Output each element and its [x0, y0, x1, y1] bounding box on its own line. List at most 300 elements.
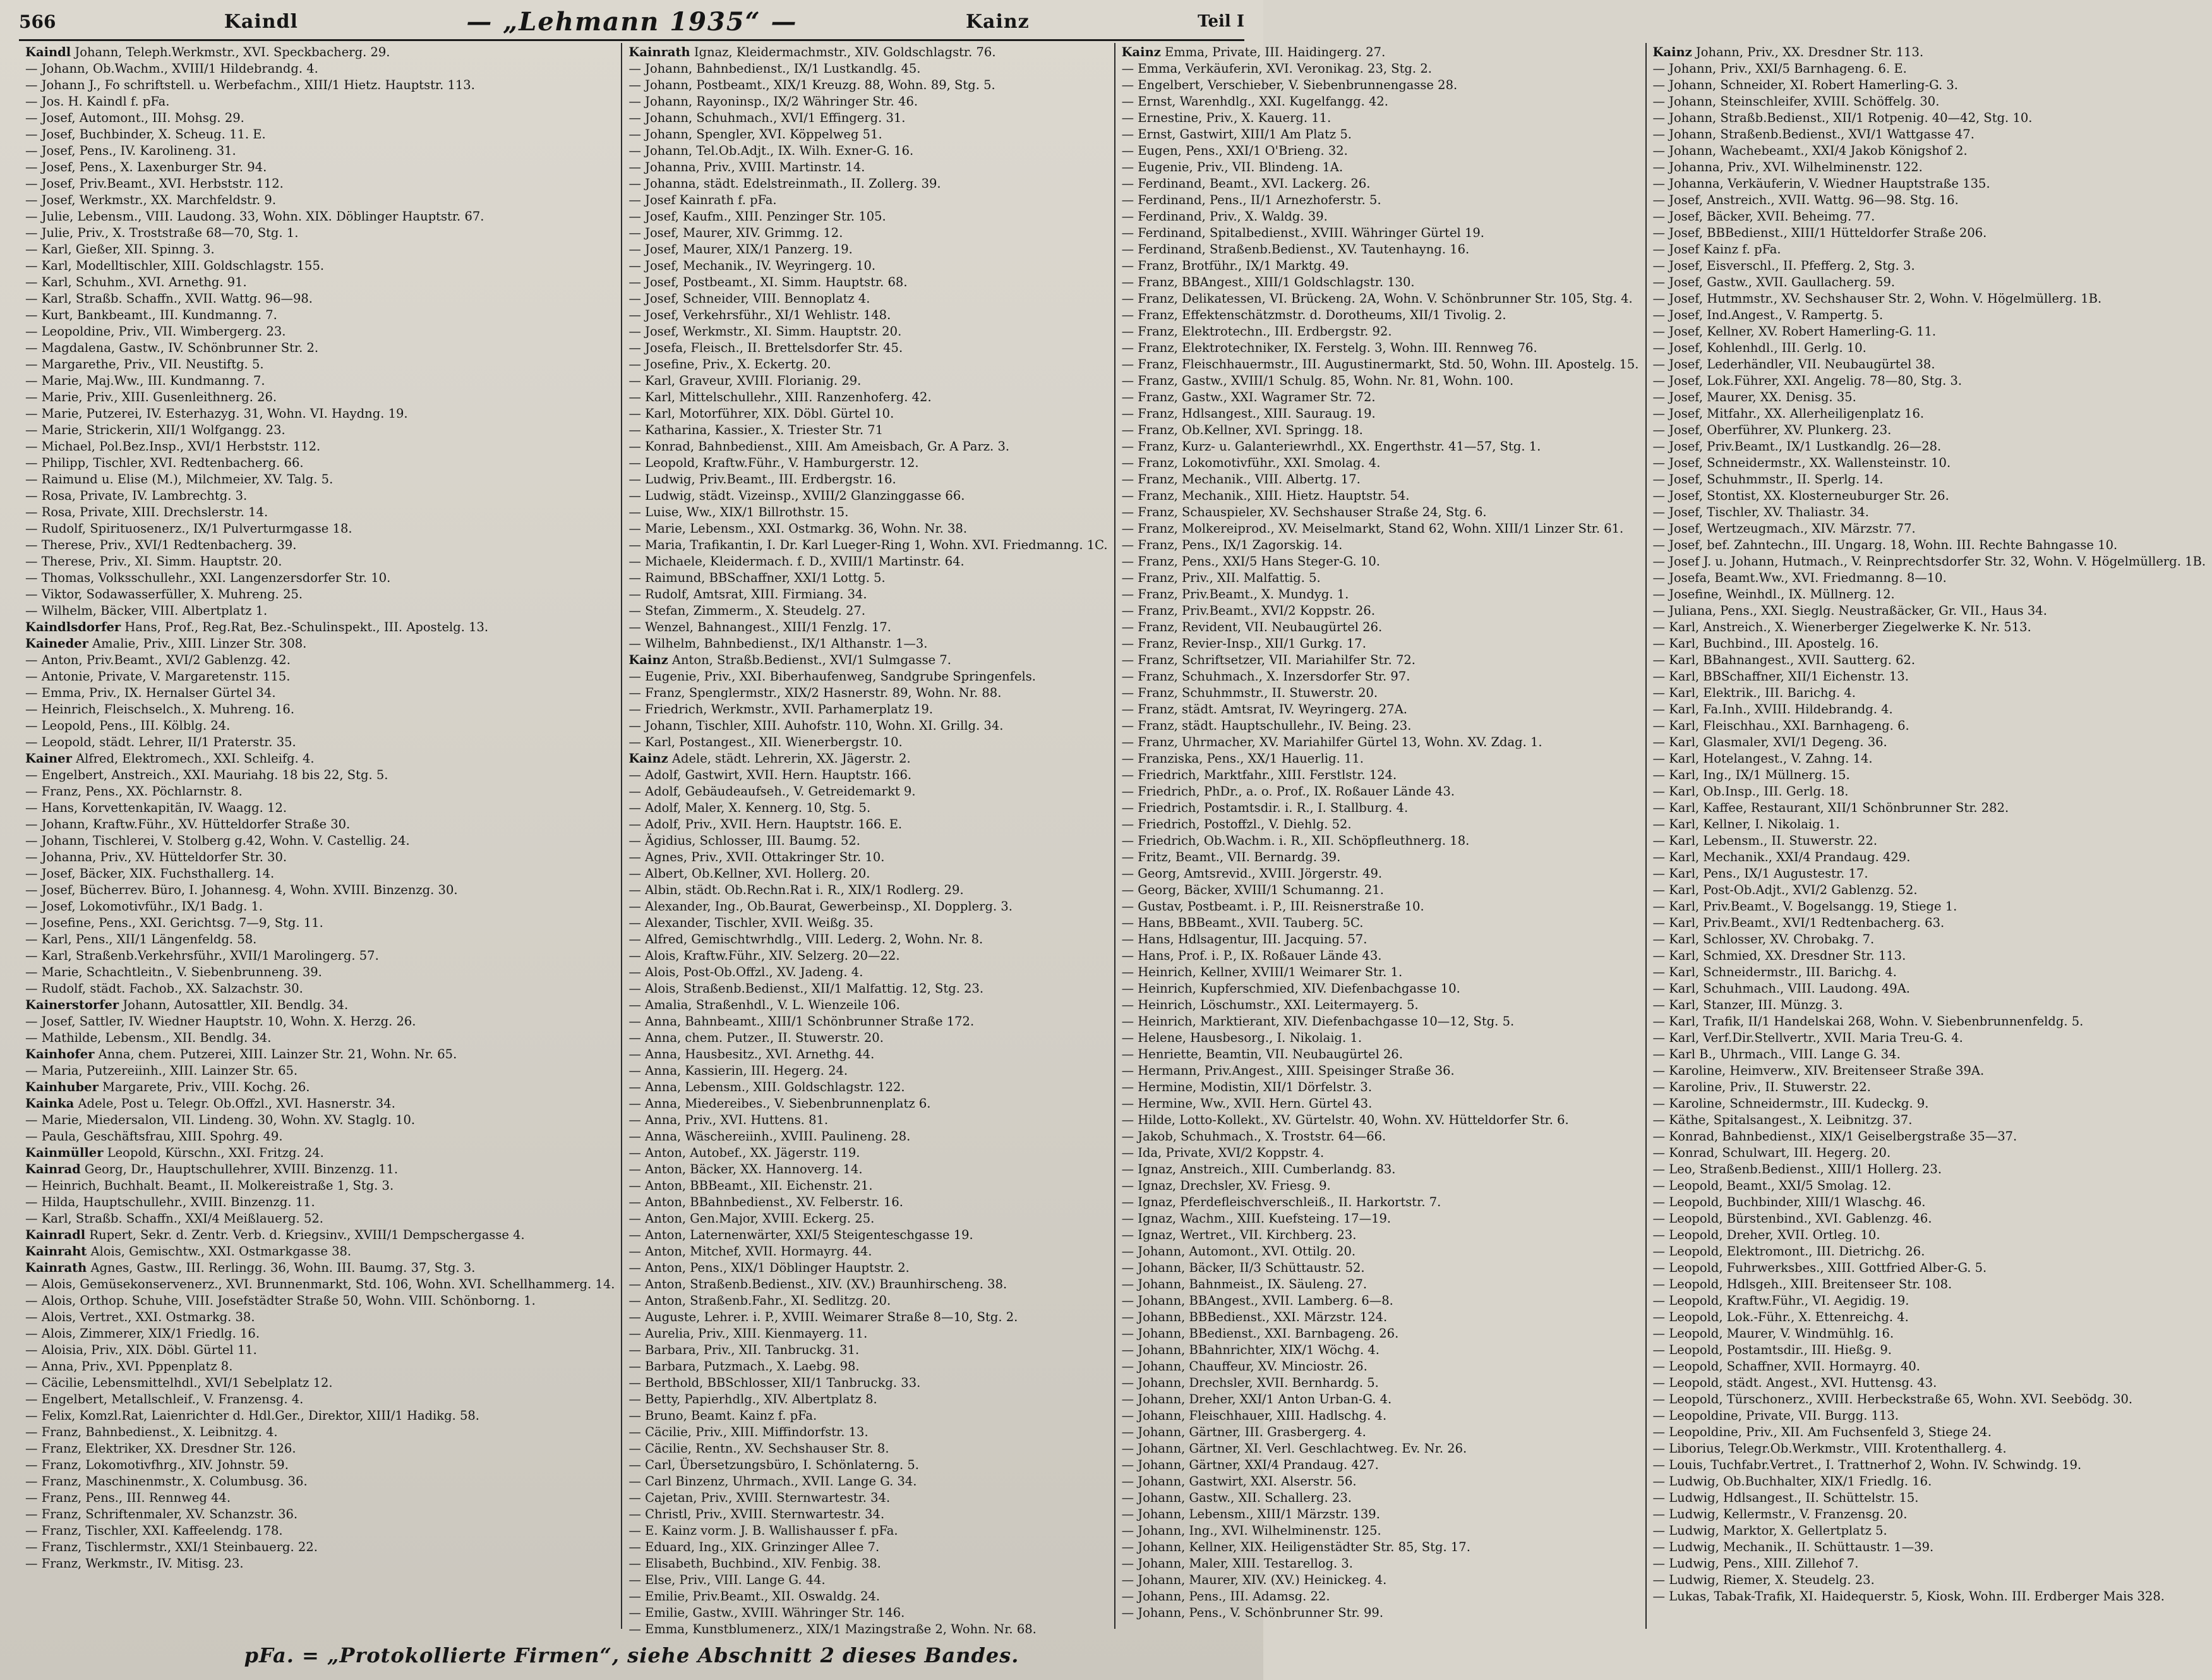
directory-entry — [1122, 1572, 1639, 1588]
entry-text: — Leopold, Beamt., XXI/5 Smolag. 12. — [1652, 1178, 1892, 1193]
entry-text: — Engelbert, Verschieber, V. Siebenbrunnengasse 28. — [1121, 78, 1458, 92]
entry-text: — Eugenie, Priv., VII. Blindeng. 1A. — [1121, 160, 1343, 174]
entry-text: — Anton, BBahnbedienst., XV. Felberstr. 16. — [628, 1195, 903, 1209]
entry-text: — Alexander, Ing., Ob.Baurat, Gewerbeinsp., XI. Dopplerg. 3. — [628, 899, 1013, 914]
directory-entry — [628, 1605, 1107, 1621]
entry-text: — Franz, Schuhmach., X. Inzersdorfer Str. 97. — [1121, 669, 1410, 684]
directory-entry — [1122, 192, 1639, 208]
directory-entry — [1122, 866, 1639, 882]
entry-text: — Johann, BBahnrichter, XIX/1 Wöchg. 4. — [1121, 1343, 1380, 1357]
directory-entry — [25, 77, 615, 94]
entry-text: — Agnes, Priv., XVII. Ottakringer Str. 10. — [628, 850, 885, 864]
entry-text: — Johann, Schneider, XI. Robert Hamerling-G. 3. — [1652, 78, 1958, 92]
entry-text: — Emma, Kunstblumenerz., XIX/1 Mazingstraße 2, Wohn. Nr. 68. — [628, 1622, 1037, 1636]
directory-entry — [1122, 751, 1639, 767]
entry-text: — Franz, Pens., IX/1 Zagorskig. 14. — [1121, 538, 1343, 552]
directory-entry — [1122, 668, 1639, 685]
entry-text: — Leopold, Pens., III. Kölblg. 24. — [25, 718, 231, 733]
directory-entry — [25, 422, 615, 438]
directory-entry — [25, 1539, 615, 1556]
entry-text: — Karl, Straßenb.Verkehrsführ., XVII/1 Marolingerg. 57. — [25, 948, 379, 963]
directory-entry — [25, 307, 615, 323]
entry-text: — Leopold, Elektromont., III. Dietrichg. 26. — [1652, 1244, 1925, 1259]
directory-entry — [25, 1326, 615, 1342]
entry-text: — Karl, Lebensm., II. Stuwerstr. 22. — [1652, 833, 1878, 848]
directory-entry — [1122, 1342, 1639, 1358]
directory-entry — [25, 1211, 615, 1227]
entry-text: — Josef, Tischler, XV. Thaliastr. 34. — [1652, 505, 1869, 519]
directory-entry — [628, 389, 1107, 406]
entry-text: — Johann, Bäcker, II/3 Schüttaustr. 52. — [1121, 1260, 1365, 1275]
entry-text: — Hilda, Hauptschullehr., XVIII. Binzenzg. 11. — [25, 1195, 315, 1209]
entry-text: — Alexander, Tischler, XVII. Weißg. 35. — [628, 916, 874, 930]
entry-text: — Käthe, Spitalsangest., X. Leibnitzg. 37. — [1652, 1113, 1913, 1127]
directory-entry — [1122, 323, 1639, 340]
entry-text: — Josef, Schneidermstr., XX. Wallensteinstr. 10. — [1652, 456, 1951, 470]
directory-entry — [1653, 751, 2206, 767]
directory-entry — [1653, 274, 2206, 291]
entry-text: — Karl, Hotelangest., V. Zahng. 14. — [1652, 751, 1873, 766]
directory-entry — [1122, 849, 1639, 866]
directory-entry — [1122, 981, 1639, 997]
entry-text: — Josefine, Pens., XXI. Gerichtsg. 7—9, Stg. 11. — [25, 916, 323, 930]
entry-text: — Franz, Mechanik., XIII. Hietz. Hauptstr. 54. — [1121, 488, 1410, 503]
directory-entry — [25, 816, 615, 833]
directory-entry — [628, 241, 1107, 258]
directory-entry — [628, 192, 1107, 208]
directory-entry — [1122, 44, 1639, 61]
entry-text: — Karl, Ob.Insp., III. Gerlg. 18. — [1652, 784, 1849, 799]
entry-text: — Josef, Maurer, XX. Denisg. 35. — [1652, 390, 1856, 404]
directory-entry — [1122, 1457, 1639, 1473]
entry-text: — Karl, Elektrik., III. Barichg. 4. — [1652, 686, 1856, 700]
directory-entry — [25, 488, 615, 504]
directory-entry — [1653, 816, 2206, 833]
entry-text: — Josef, Eisverschl., II. Pfefferg. 2, Stg. 3. — [1652, 258, 1915, 273]
entry-text: — Leopold, Türschonerz., XVIII. Herbeckstraße 65, Wohn. XVI. Seebödg. 30. — [1652, 1392, 2133, 1406]
entry-text: — Aloisia, Priv., XIX. Döbl. Gürtel 11. — [25, 1343, 257, 1357]
entry-text: — Heinrich, Löschumstr., XXI. Leitermayerg. 5. — [1121, 998, 1419, 1012]
directory-entry — [1653, 192, 2206, 208]
directory-entry — [25, 1424, 615, 1441]
entry-text: — Johann J., Fo schriftstell. u. Werbefachm., XIII/1 Hietz. Hauptstr. 113. — [25, 78, 475, 92]
entry-text: — Johanna, städt. Edelstreinmath., II. Zollerg. 39. — [628, 176, 941, 191]
entry-text: — Anna, Lebensm., XIII. Goldschlagstr. 122. — [628, 1080, 905, 1094]
directory-entry — [25, 61, 615, 77]
entry-text: — Karl, Schmied, XX. Dresdner Str. 113. — [1652, 948, 1906, 963]
entry-text: — Leopoldine, Priv., XII. Am Fuchsenfeld 3, Stiege 24. — [1652, 1425, 1992, 1439]
entry-text: — Franz, Uhrmacher, XV. Mariahilfer Gürtel 13, Wohn. XV. Zdag. 1. — [1121, 735, 1542, 749]
directory-entry — [25, 110, 615, 126]
directory-entry — [1122, 1473, 1639, 1490]
entry-text: — Franz, Priv., XII. Malfattig. 5. — [1121, 571, 1321, 585]
directory-entry — [1122, 1096, 1639, 1112]
directory-entry — [1122, 1391, 1639, 1408]
entry-text: — Carl Binzenz, Uhrmach., XVII. Lange G. 34. — [628, 1474, 917, 1489]
directory-entry — [628, 422, 1107, 438]
directory-entry — [1653, 668, 2206, 685]
entry-text: — E. Kainz vorm. J. B. Wallishausser f. pFa. — [628, 1523, 898, 1538]
directory-entry — [628, 767, 1107, 783]
directory-entry — [628, 915, 1107, 931]
entry-text: — Josef, Lokomotivführ., IX/1 Badg. 1. — [25, 899, 263, 914]
entry-text: — Anton, Pens., XIX/1 Döblinger Hauptstr. 2. — [628, 1260, 910, 1275]
directory-entry — [1122, 307, 1639, 323]
directory-entry — [628, 603, 1107, 619]
entry-text: — Helene, Hausbesorg., I. Nikolaig. 1. — [1121, 1030, 1362, 1045]
directory-entry — [1122, 603, 1639, 619]
entry-text: — Louis, Tuchfabr.Vertret., I. Trattnerhof 2, Wohn. IV. Schwindg. 19. — [1652, 1458, 2082, 1472]
entry-text: Ignaz, Kleidermachmstr., XIV. Goldschlagstr. 76. — [694, 45, 996, 59]
entry-text: — Thomas, Volksschullehr., XXI. Langenzersdorfer Str. 10. — [25, 571, 391, 585]
directory-entry — [1122, 258, 1639, 274]
entry-text: — Franz, Mechanik., VIII. Albertg. 17. — [1121, 472, 1361, 486]
directory-entry — [1122, 1161, 1639, 1178]
entry-text: — Adolf, Gastwirt, XVII. Hern. Hauptstr. 166. — [628, 768, 912, 782]
directory-entry — [1653, 636, 2206, 652]
directory-entry — [628, 537, 1107, 553]
directory-entry — [1653, 389, 2206, 406]
directory-entry — [628, 849, 1107, 866]
entry-text: — Johann, Straßb.Bedienst., XII/1 Rotpenig. 40—42, Stg. 10. — [1652, 111, 2033, 125]
directory-entry — [628, 1211, 1107, 1227]
entry-text: — Karl, Postangest., XII. Wienerbergstr. 10. — [628, 735, 903, 749]
directory-entry — [25, 767, 615, 783]
entry-text: — Kurt, Bankbeamt., III. Kundmanng. 7. — [25, 308, 277, 322]
entry-text: — Franz, Effektenschätzmstr. d. Dorotheums, XII/1 Tivolig. 2. — [1121, 308, 1506, 322]
directory-entry — [1122, 1243, 1639, 1260]
entry-text: — Ignaz, Wachm., XIII. Kuefsteing. 17—19. — [1121, 1211, 1392, 1226]
entry-text: — Josef, Buchbinder, X. Scheug. 11. E. — [25, 127, 266, 142]
entry-text: — Rosa, Private, IV. Lambrechtg. 3. — [25, 488, 248, 503]
entry-text: — Alois, Vertret., XXI. Ostmarkg. 38. — [25, 1310, 255, 1324]
directory-entry — [1653, 849, 2206, 866]
directory-entry — [25, 800, 615, 816]
entry-text: — Johann, Tischlerei, V. Stolberg g.42, Wohn. V. Castellig. 24. — [25, 833, 410, 848]
entry-text: — Johanna, Priv., XV. Hütteldorfer Str. 30. — [25, 850, 287, 864]
directory-entry — [25, 208, 615, 225]
directory-entry — [25, 471, 615, 488]
directory-entry — [25, 44, 615, 61]
directory-entry — [1653, 1013, 2206, 1030]
entry-text: — Josef Kainz f. pFa. — [1652, 242, 1781, 257]
directory-entry — [628, 1621, 1107, 1638]
directory-entry — [25, 849, 615, 866]
entry-surname: Kainz — [1121, 45, 1161, 59]
entry-text: — Ferdinand, Spitalbedienst., XVIII. Währinger Gürtel 19. — [1121, 226, 1484, 240]
directory-entry — [1653, 208, 2206, 225]
directory-entry — [1122, 274, 1639, 291]
directory-entry — [628, 1473, 1107, 1490]
directory-entry — [628, 997, 1107, 1013]
directory-entry — [628, 1161, 1107, 1178]
entry-text: — Wilhelm, Bäcker, VIII. Albertplatz 1. — [25, 603, 268, 618]
entry-text: — Johann, Chauffeur, XV. Minciostr. 26. — [1121, 1359, 1367, 1374]
entry-text: — Johann, Priv., XXI/5 Barnhageng. 6. E. — [1652, 61, 1907, 76]
entry-text: — Aurelia, Priv., XIII. Kienmayerg. 11. — [628, 1326, 868, 1341]
directory-entry — [1653, 110, 2206, 126]
directory-entry — [1653, 1490, 2206, 1506]
entry-text: — Johann, Automont., XVI. Ottilg. 20. — [1121, 1244, 1356, 1259]
directory-entry — [1653, 126, 2206, 143]
directory-entry — [1122, 356, 1639, 373]
entry-text: — Franz, Brotführ., IX/1 Marktg. 49. — [1121, 258, 1349, 273]
entry-text: — Franz, Bahnbedienst., X. Leibnitzg. 4. — [25, 1425, 278, 1439]
directory-entry — [628, 1441, 1107, 1457]
directory-entry — [1122, 1358, 1639, 1375]
directory-entry — [1122, 1441, 1639, 1457]
entry-text: — Henriette, Beamtin, VII. Neubaugürtel 26. — [1121, 1047, 1404, 1061]
directory-entry — [25, 1276, 615, 1293]
directory-entry — [1653, 1441, 2206, 1457]
running-head-left: Kaindl — [224, 10, 298, 33]
entry-text: — Johann, Maurer, XIV. (XV.) Heinickeg. 4. — [1121, 1573, 1387, 1587]
directory-entry — [1653, 915, 2206, 931]
directory-entry — [1122, 208, 1639, 225]
entry-surname: Kaindl — [25, 45, 71, 59]
entry-text: — Antonie, Private, V. Margaretenstr. 115. — [25, 669, 291, 684]
entry-text: — Leopold, Buchbinder, XIII/1 Wlaschg. 46. — [1652, 1195, 1926, 1209]
entry-text: — Engelbert, Anstreich., XXI. Mauriahg. 18 bis 22, Stg. 5. — [25, 768, 388, 782]
directory-entry — [25, 1556, 615, 1572]
entry-text: Johann, Priv., XX. Dresdner Str. 113. — [1695, 45, 1924, 59]
entry-text: — Karl, Straßb. Schaffn., XVII. Wattg. 96—98. — [25, 291, 313, 306]
directory-entry — [628, 701, 1107, 718]
directory-entry — [25, 1194, 615, 1211]
entry-text: — Josef, Mitfahr., XX. Allerheiligenplatz 16. — [1652, 406, 1925, 421]
directory-entry — [628, 866, 1107, 882]
entry-text: — Adolf, Maler, X. Kennerg. 10, Stg. 5. — [628, 801, 871, 815]
entry-text: — Franz, Maschinenmstr., X. Columbusg. 36. — [25, 1474, 308, 1489]
directory-entry — [1122, 126, 1639, 143]
entry-text: — Josef, Ind.Angest., V. Rampertg. 5. — [1652, 308, 1884, 322]
entry-text: — Johann, BBedienst., XXI. Barnbageng. 26. — [1121, 1326, 1399, 1341]
entry-text: — Anton, Priv.Beamt., XVI/2 Gablenzg. 42. — [25, 653, 291, 667]
entry-text: — Emma, Verkäuferin, XVI. Veronikag. 23, Stg. 2. — [1121, 61, 1432, 76]
directory-entry — [628, 307, 1107, 323]
directory-entry — [25, 159, 615, 176]
entry-text: — Felix, Komzl.Rat, Laienrichter d. Hdl.Ger., Direktor, XIII/1 Hadikg. 58. — [25, 1408, 480, 1423]
entry-text: — Heinrich, Kellner, XVIII/1 Weimarer Str. 1. — [1121, 965, 1403, 979]
directory-entry — [1653, 1473, 2206, 1490]
entry-text: — Cajetan, Priv., XVIII. Sternwartestr. 34. — [628, 1490, 891, 1505]
entry-text: — Josef, Maurer, XIV. Grimmg. 12. — [628, 226, 843, 240]
entry-text: Alois, Gemischtw., XXI. Ostmarkgasse 38. — [90, 1244, 352, 1259]
directory-entry — [25, 521, 615, 537]
entry-text: — Maria, Trafikantin, I. Dr. Karl Lueger-Ring 1, Wohn. XVI. Friedmanng. 1C. — [628, 538, 1108, 552]
directory-entry — [1122, 1588, 1639, 1605]
directory-entry — [1122, 685, 1639, 701]
entry-text: — Ludwig, Riemer, X. Steudelg. 23. — [1652, 1573, 1875, 1587]
entry-text: — Johann, Postbeamt., XIX/1 Kreuzg. 88, Wohn. 89, Stg. 5. — [628, 78, 995, 92]
entry-text: — Josef, Mechanik., IV. Weyringerg. 10. — [628, 258, 876, 273]
directory-entry — [1653, 44, 2206, 61]
entry-text: Hans, Prof., Reg.Rat, Bez.-Schulinspekt., III. Apostelg. 13. — [124, 620, 489, 634]
entry-text: — Marie, Priv., XIII. Gusenleithnerg. 26. — [25, 390, 277, 404]
entry-text: — Albin, städt. Ob.Rechn.Rat i. R., XIX/1 Rodlerg. 29. — [628, 883, 964, 897]
directory-entry — [25, 603, 615, 619]
entry-text: — Johann, Gärtner, III. Grasbergerg. 4. — [1121, 1425, 1366, 1439]
entry-text: — Auguste, Lehrer. i. P., XVIII. Weimarer Straße 8—10, Stg. 2. — [628, 1310, 1018, 1324]
entry-text: — Hans, BBBeamt., XVII. Tauberg. 5C. — [1121, 916, 1364, 930]
directory-entry — [1122, 438, 1639, 455]
entry-text: — Johanna, Verkäuferin, V. Wiedner Hauptstraße 135. — [1652, 176, 1990, 191]
entry-text: — Franz, Molkereiprod., XV. Meiselmarkt, Stand 62, Wohn. XIII/1 Linzer Str. 61. — [1121, 521, 1624, 536]
directory-entry — [1653, 1178, 2206, 1194]
directory-entry — [1653, 1588, 2206, 1605]
entry-text: — Josef, Gastw., XVII. Gaullacherg. 59. — [1652, 275, 1896, 289]
entry-text: — Stefan, Zimmerm., X. Steudelg. 27. — [628, 603, 866, 618]
directory-entry — [1653, 504, 2206, 521]
directory-entry — [1653, 1408, 2206, 1424]
entry-text: — Karl, Priv.Beamt., XVI/1 Redtenbacherg. 63. — [1652, 916, 1945, 930]
entry-text: — Barbara, Priv., XII. Tanbruckg. 31. — [628, 1343, 860, 1357]
entry-text: — Rudolf, städt. Fachob., XX. Salzachstr. 30. — [25, 981, 303, 996]
directory-entry — [1653, 833, 2206, 849]
directory-entry — [628, 570, 1107, 586]
directory-entry — [628, 176, 1107, 192]
entry-text: — Cäcilie, Priv., XIII. Miffindorfstr. 13. — [628, 1425, 869, 1439]
entry-text: — Josef, Postbeamt., XI. Simm. Hauptstr. 68. — [628, 275, 908, 289]
directory-entry — [1653, 258, 2206, 274]
directory-entry — [1653, 685, 2206, 701]
directory-entry — [25, 258, 615, 274]
directory-entry — [628, 981, 1107, 997]
directory-entry — [628, 143, 1107, 159]
directory-entry — [628, 1588, 1107, 1605]
directory-entry — [1653, 77, 2206, 94]
directory-entry — [25, 192, 615, 208]
directory-entry — [1653, 537, 2206, 553]
directory-entry — [1122, 1063, 1639, 1079]
entry-text: — Adolf, Priv., XVII. Hern. Hauptstr. 166. E. — [628, 817, 903, 831]
directory-entry — [25, 1506, 615, 1523]
directory-entry — [25, 668, 615, 685]
directory-entry — [628, 274, 1107, 291]
entry-text: — Johann, Bahnbedienst., IX/1 Lustkandlg. 45. — [628, 61, 921, 76]
directory-entry — [1122, 701, 1639, 718]
directory-entry — [1653, 1063, 2206, 1079]
directory-entry — [25, 1408, 615, 1424]
entry-text: — Karl, Mechanik., XXI/4 Prandaug. 429. — [1652, 850, 1911, 864]
entry-text: — Josef, Verkehrsführ., XI/1 Wehlistr. 148. — [628, 308, 891, 322]
directory-entry — [1653, 323, 2206, 340]
directory-entry — [25, 751, 615, 767]
directory-entry — [1653, 981, 2206, 997]
entry-surname: Kainradl — [25, 1228, 86, 1242]
entry-text: — Hermann, Priv.Angest., XIII. Speisinger Straße 36. — [1121, 1063, 1455, 1078]
entry-text: — Josef J. u. Johann, Hutmach., V. Reinprechtsdorfer Str. 32, Wohn. V. Högelmüllerg. 1B. — [1652, 554, 2206, 569]
entry-text: Adele, Post u. Telegr. Ob.Offzl., XVI. Hasnerstr. 34. — [78, 1096, 395, 1111]
directory-entry — [25, 1096, 615, 1112]
directory-entry — [25, 997, 615, 1013]
directory-entry — [628, 159, 1107, 176]
entry-surname: Kainraht — [25, 1244, 87, 1259]
entry-text: — Franz, Elektrotechn., III. Erdbergstr. 92. — [1121, 324, 1392, 339]
entry-text: — Leopoldine, Priv., VII. Wimbergerg. 23. — [25, 324, 286, 339]
directory-entry — [1653, 1293, 2206, 1309]
entry-text: — Karl, Schuhmach., VIII. Laudong. 49A. — [1652, 981, 1910, 996]
entry-text: — Barbara, Putzmach., X. Laebg. 98. — [628, 1359, 860, 1374]
directory-entry — [628, 77, 1107, 94]
entry-text: — Marie, Maj.Ww., III. Kundmanng. 7. — [25, 373, 265, 388]
directory-entry — [1653, 1145, 2206, 1161]
entry-text: — Franz, städt. Amtsrat, IV. Weyringerg. 27A. — [1121, 702, 1407, 716]
directory-entry — [1122, 1276, 1639, 1293]
entry-text: — Fritz, Beamt., VII. Bernardg. 39. — [1121, 850, 1341, 864]
entry-text: Amalie, Priv., XIII. Linzer Str. 308. — [92, 636, 307, 651]
entry-text: — Jos. H. Kaindl f. pFa. — [25, 94, 170, 109]
directory-entry — [1122, 1046, 1639, 1063]
entry-text: — Leopold, Postamtsdir., III. Hießg. 9. — [1652, 1343, 1892, 1357]
directory-entry — [628, 1260, 1107, 1276]
entry-text: — Franz, Revident, VII. Neubaugürtel 26. — [1121, 620, 1383, 634]
directory-entry — [1122, 455, 1639, 471]
entry-text: — Ferdinand, Straßenb.Bedienst., XV. Tautenhayng. 16. — [1121, 242, 1470, 257]
directory-entry — [1122, 636, 1639, 652]
directory-entry — [1653, 1260, 2206, 1276]
directory-entry — [1122, 77, 1639, 94]
entry-text: — Friedrich, Marktfahr., XIII. Ferstlstr. 124. — [1121, 768, 1397, 782]
entry-text: — Eugenie, Priv., XXI. Biberhaufenweg, Sandgrube Springenfels. — [628, 669, 1036, 684]
directory-entry — [25, 1128, 615, 1145]
entry-text: — Josef Kainrath f. pFa. — [628, 193, 777, 207]
directory-entry — [628, 1128, 1107, 1145]
directory-entry — [1122, 1030, 1639, 1046]
entry-text: — Johann, Tischler, XIII. Auhofstr. 110, Wohn. XI. Grillg. 34. — [628, 718, 1004, 733]
directory-entry — [1653, 422, 2206, 438]
page-number: 566 — [19, 11, 56, 32]
directory-entry — [1122, 652, 1639, 668]
entry-text: — Rudolf, Spirituosenerz., IX/1 Pulverturmgasse 18. — [25, 521, 352, 536]
directory-entry — [1653, 948, 2206, 964]
entry-text: — Leopold, städt. Angest., XVI. Huttensg. 43. — [1652, 1375, 1937, 1390]
entry-text: — Johanna, Priv., XVI. Wilhelminenstr. 122. — [1652, 160, 1923, 174]
directory-entry — [1122, 1293, 1639, 1309]
entry-text: — Michaele, Kleidermach. f. D., XVIII/1 Martinstr. 64. — [628, 554, 965, 569]
directory-entry — [1653, 1211, 2206, 1227]
entry-surname: Kainz — [1652, 45, 1692, 59]
directory-entry — [1653, 570, 2206, 586]
entry-text: — Heinrich, Fleischselch., X. Muhreng. 16. — [25, 702, 295, 716]
directory-entry — [1122, 389, 1639, 406]
entry-text: — Johann, BBAngest., XVII. Lamberg. 6—8. — [1121, 1293, 1393, 1308]
entry-text: — Karl, Ing., IX/1 Müllnerg. 15. — [1652, 768, 1850, 782]
entry-text: — Heinrich, Marktierant, XIV. Diefenbachgasse 10—12, Stg. 5. — [1121, 1014, 1515, 1029]
entry-text: — Franz, Hdlsangest., XIII. Sauraug. 19. — [1121, 406, 1376, 421]
entry-text: — Hans, Prof. i. P., IX. Roßauer Lände 43. — [1121, 948, 1382, 963]
directory-entry — [628, 373, 1107, 389]
directory-entry — [628, 1145, 1107, 1161]
entry-text: — Leopold, Hdlsgeh., XIII. Breitenseer Str. 108. — [1652, 1277, 1952, 1291]
entry-text: — Josef, Automont., III. Mohsg. 29. — [25, 111, 244, 125]
header-rule — [19, 39, 1244, 41]
entry-text: Adele, städt. Lehrerin, XX. Jägerstr. 2. — [671, 751, 911, 766]
entry-text: — Jakob, Schuhmach., X. Troststr. 64—66. — [1121, 1129, 1386, 1144]
entry-text: — Johann, Kraftw.Führ., XV. Hütteldorfer Straße 30. — [25, 817, 351, 831]
entry-text: — Johann, Pens., V. Schönbrunner Str. 99. — [1121, 1605, 1384, 1620]
directory-entry — [25, 1063, 615, 1079]
entry-text: — Leopold, Maurer, V. Windmühlg. 16. — [1652, 1326, 1894, 1341]
directory-entry — [1122, 931, 1639, 948]
entry-text: — Margarethe, Priv., VII. Neustiftg. 5. — [25, 357, 264, 372]
entry-text: — Josef, Maurer, XIX/1 Panzerg. 19. — [628, 242, 853, 257]
entry-text: — Franz, Tischler, XXI. Kaffeelendg. 178. — [25, 1523, 283, 1538]
directory-entry — [1653, 1523, 2206, 1539]
directory-entry — [1653, 1161, 2206, 1178]
entry-text: — Franz, Schriftenmaler, XV. Schanzstr. 36. — [25, 1507, 298, 1521]
entry-text: — Johann, Kellner, XIX. Heiligenstädter Str. 85, Stg. 17. — [1121, 1540, 1470, 1554]
